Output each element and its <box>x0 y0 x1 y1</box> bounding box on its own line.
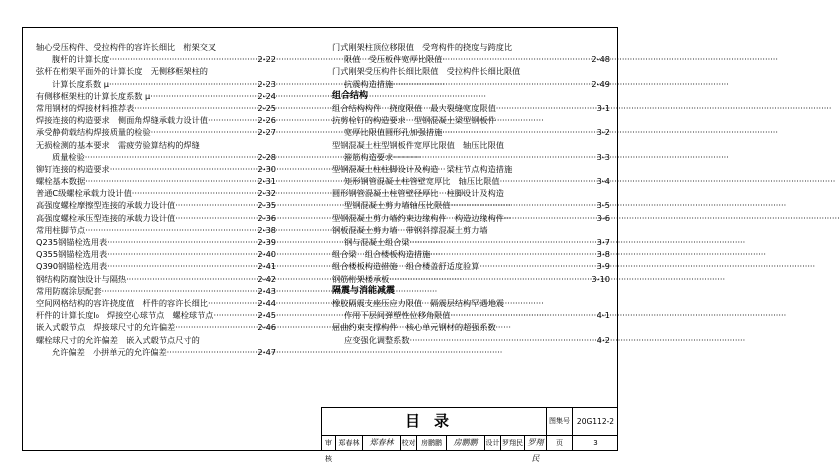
toc-entry <box>332 126 610 138</box>
toc-entry <box>36 273 276 285</box>
leader-dots <box>410 334 597 346</box>
toc-entry-page: 2-35 <box>257 200 276 211</box>
title-block <box>321 407 618 463</box>
toc-entry <box>36 187 276 199</box>
toc-entry <box>332 187 610 199</box>
leader-dots <box>393 78 591 90</box>
toc-entry-page: 3-8 <box>596 249 610 260</box>
toc-entry-title: 铆钉连接的构造要求 <box>36 163 110 174</box>
toc-entry-page: 2-36 <box>257 212 276 223</box>
document-title: 目录 <box>322 408 547 435</box>
toc-section-heading <box>332 90 610 102</box>
toc-entry-title: 有侧移框架柱的计算长度系数 μ <box>36 90 151 101</box>
toc-entry-title: 矩形钢管混凝土柱管壁宽厚比 轴压比限值 <box>344 176 500 187</box>
toc-entry <box>332 151 610 163</box>
toc-entry <box>332 163 610 175</box>
reviewer-signature: 郑春林 <box>363 435 401 451</box>
toc-entry-page: 3-1 <box>596 102 610 113</box>
toc-entry-title: 型钢混凝土柱型钢板件宽厚比限值 轴压比限值 <box>332 139 504 150</box>
leader-dots <box>109 53 257 65</box>
toc-entry <box>332 248 610 260</box>
toc-right-column <box>332 41 610 346</box>
toc-entry-page: 2-23 <box>257 78 276 89</box>
leader-dots <box>389 273 591 285</box>
leader-dots <box>214 309 258 321</box>
leader-dots <box>107 236 257 248</box>
design-label: 设计 <box>485 435 501 451</box>
toc-entry-page: 3-10 <box>591 273 610 284</box>
leader-dots <box>107 248 257 260</box>
leader-dots <box>132 187 258 199</box>
leader-dots <box>450 199 596 211</box>
leader-dots <box>393 151 596 163</box>
toc-entry-title: 抗震构造措施 <box>344 78 394 89</box>
toc-entry <box>332 114 610 126</box>
toc-entry <box>36 114 276 126</box>
toc-entry <box>332 199 610 211</box>
toc-entry-page: 4-1 <box>596 310 610 321</box>
toc-entry-title: 限值 受压板件宽厚比限值 <box>344 54 443 65</box>
toc-entry <box>36 321 276 333</box>
toc-entry <box>36 297 276 309</box>
toc-entry <box>332 175 610 187</box>
toc-entry-title: 型钢混凝土剪力墙约束边缘构件 构造边缘构件 <box>332 212 504 223</box>
toc-entry <box>36 199 276 211</box>
toc-entry-page: 2-28 <box>257 151 276 162</box>
leader-dots <box>479 260 596 272</box>
toc-left-column <box>36 41 276 358</box>
toc-entry-title: 钢结构防腐蚀设计与隔热 <box>36 273 127 284</box>
toc-entry-title: 组合结构构件 挠度限值 最大裂缝宽度限值 <box>332 102 496 113</box>
toc-entry-page: 2-47 <box>257 346 276 357</box>
toc-entry-title: 空间网格结构的容许挠度值 杆件的容许长细比 <box>36 297 208 308</box>
toc-entry-title: Q390钢锚栓选用表 <box>36 261 108 272</box>
reviewer-name: 郑春林 <box>336 435 363 451</box>
toc-entry-title: 高强度螺栓摩擦型连接的承载力设计值 <box>36 200 176 211</box>
toc-section-heading <box>332 285 610 297</box>
toc-entry <box>36 102 276 114</box>
toc-entry <box>36 285 276 297</box>
toc-entry <box>332 53 610 65</box>
toc-entry-title: 型钢混凝土剪力墙轴压比限值 <box>344 200 451 211</box>
toc-entry-page: 2-39 <box>257 237 276 247</box>
toc-entry-page: 2-38 <box>257 224 276 235</box>
toc-entry-page: 2-27 <box>257 127 276 138</box>
toc-entry-page: 3-5 <box>596 200 610 211</box>
toc-entry-page: 2-41 <box>257 261 276 272</box>
toc-entry-page: 2-48 <box>591 54 610 65</box>
toc-entry <box>36 248 276 260</box>
toc-entry <box>332 41 610 53</box>
toc-entry-page: 2-49 <box>591 78 610 89</box>
toc-entry <box>36 212 276 224</box>
toc-entry-title: 螺栓基本数据 <box>36 176 86 187</box>
leader-dots <box>504 212 597 224</box>
toc-entry-title: 作用下层间弹塑性位移角限值 <box>344 310 451 321</box>
toc-entry <box>36 224 276 236</box>
toc-entry-title: 钢板混凝土剪力墙 带钢斜撑混凝土剪力墙 <box>332 224 488 235</box>
toc-entry-page: 2-45 <box>257 310 276 321</box>
toc-entry-page: 2-40 <box>257 249 276 260</box>
toc-entry <box>332 224 610 236</box>
toc-entry-page: 3-9 <box>596 261 610 272</box>
leader-dots <box>109 78 257 90</box>
toc-entry-page: 3-2 <box>596 127 610 138</box>
toc-entry <box>332 212 610 224</box>
toc-entry <box>36 90 276 102</box>
toc-entry-title: 应变强化调整系数 <box>344 334 410 345</box>
designer-name: 罗翔民 <box>501 435 525 451</box>
toc-entry-title: 常用钢材的焊接材料推荐表 <box>36 102 135 113</box>
toc-entry-title: 宽厚比限值圆形孔加强措施 <box>344 127 443 138</box>
toc-entry-title: 螺栓球尺寸的允许偏差 嵌入式毂节点尺寸的 <box>36 334 200 345</box>
toc-entry-title: Q355钢锚栓选用表 <box>36 249 108 260</box>
toc-entry-page: 2-24 <box>257 90 276 101</box>
leader-dots <box>208 297 257 309</box>
leader-dots <box>496 102 597 114</box>
leader-dots <box>102 285 258 297</box>
atlas-number: 20G112-2 <box>576 417 615 426</box>
toc-entry <box>36 65 276 77</box>
toc-entry <box>36 151 276 163</box>
leader-dots <box>110 163 258 175</box>
toc-entry-title: Q235钢锚栓选用表 <box>36 237 108 247</box>
toc-entry <box>36 53 276 65</box>
toc-entry-title: 圆形钢管混凝土柱管壁径厚比 柱脚设计及构造 <box>332 188 504 199</box>
toc-entry-page: 2-26 <box>257 115 276 126</box>
leader-dots <box>442 126 596 138</box>
toc-entry-title: 橡胶隔震支座压应力限值 隔震层结构罕遇地震 <box>332 297 504 308</box>
toc-entry <box>36 260 276 272</box>
checker-signature: 房鹏鹏 <box>447 435 485 451</box>
toc-entry-title: 腹杆的计算长度 <box>52 54 110 65</box>
toc-entry <box>36 41 276 53</box>
toc-entry <box>332 297 610 309</box>
leader-dots <box>175 199 257 211</box>
leader-dots <box>208 114 257 126</box>
toc-entry <box>332 65 610 77</box>
toc-entry-title: 普通C级螺栓承载力设计值 <box>36 188 132 199</box>
checker-name: 房鹏鹏 <box>417 435 447 451</box>
toc-entry-title: 组合梁 组合楼板构造措施 <box>332 249 431 260</box>
toc-entry <box>36 139 276 151</box>
toc-entry-title: 门式刚架受压构件长细比限值 受拉构件长细比限值 <box>332 66 521 77</box>
toc-entry <box>332 309 610 321</box>
toc-entry-page: 2-25 <box>257 102 276 113</box>
toc-entry-title: 钢与混凝土组合梁 <box>344 237 410 247</box>
toc-entry-page: 2-22 <box>257 54 276 65</box>
leader-dots <box>430 248 596 260</box>
toc-entry-page: 3-4 <box>596 176 610 187</box>
leader-dots <box>150 90 257 102</box>
toc-entry-page: 2-44 <box>257 297 276 308</box>
toc-entry <box>332 273 610 285</box>
toc-entry-title: 杆件的计算长度l₀ 焊接空心球节点 螺栓球节点 <box>36 310 214 321</box>
toc-entry-title: 抗剪栓钉的构造要求 型钢混凝土梁型钢板件 <box>332 115 496 126</box>
toc-entry <box>36 78 276 90</box>
toc-entry-page: 3-6 <box>596 212 610 223</box>
title-block-signature-row <box>322 435 618 463</box>
toc-entry-page: 2-32 <box>257 188 276 199</box>
leader-dots <box>410 236 597 248</box>
toc-entry-title: 门式刚架柱顶位移限值 受弯构件的挠度与跨度比 <box>332 42 513 52</box>
toc-entry-title: 隔震与消能减震 <box>332 285 396 296</box>
leader-dots <box>85 224 257 236</box>
leader-dots <box>167 346 258 358</box>
toc-entry <box>332 260 610 272</box>
toc-entry <box>332 102 610 114</box>
toc-entry <box>36 309 276 321</box>
toc-entry <box>36 236 276 248</box>
toc-entry-title: 高强度螺栓承压型连接的承载力设计值 <box>36 212 176 223</box>
leader-dots <box>500 175 597 187</box>
toc-entry-page: 2-43 <box>257 285 276 296</box>
leader-dots <box>134 102 257 114</box>
leader-dots <box>450 309 596 321</box>
toc-entry <box>36 334 276 346</box>
toc-entry-page: 3-7 <box>596 237 610 247</box>
toc-entry-title: 组合结构 <box>332 90 369 101</box>
toc-entry-title: 嵌入式毂节点 焊接球尺寸的允许偏差 <box>36 322 176 333</box>
toc-entry-title: 无损检测的基本要求 需疲劳验算结构的焊缝 <box>36 139 200 150</box>
toc-entry <box>36 346 276 358</box>
atlas-number-label: 图集号 <box>547 408 573 435</box>
page-number: 3 <box>593 439 598 447</box>
leader-dots <box>175 321 257 333</box>
page-label: 页 <box>547 435 573 451</box>
toc-entry <box>332 78 610 90</box>
toc-entry-title: 常用柱脚节点 <box>36 224 86 235</box>
toc-entry <box>332 321 610 333</box>
check-label: 校对 <box>401 435 417 451</box>
toc-entry-title: 焊接连接的构造要求 侧面角焊缝承载力设计值 <box>36 115 208 126</box>
leader-dots <box>85 151 258 163</box>
toc-entry <box>36 163 276 175</box>
toc-entry-title: 弦杆在桁架平面外的计算长度 无侧移框架柱的 <box>36 66 208 77</box>
toc-entry-page: 2-46 <box>257 322 276 333</box>
toc-entry-title: 箍筋构造要求 <box>344 151 394 162</box>
toc-entry-title: 型钢混凝土柱柱脚设计及构造 梁柱节点构造措施 <box>332 163 513 174</box>
toc-entry-page: 2-30 <box>257 163 276 174</box>
toc-entry-title: 质量检验 <box>52 151 85 162</box>
leader-dots <box>126 273 257 285</box>
toc-entry-page: 2-31 <box>257 176 276 187</box>
toc-entry <box>332 334 610 346</box>
toc-entry-title: 常用防腐涂层配套 <box>36 285 102 296</box>
toc-entry-page: 3-3 <box>596 151 610 162</box>
review-label: 审核 <box>322 435 336 451</box>
toc-entry <box>36 126 276 138</box>
designer-signature: 罗翔民 <box>525 435 547 451</box>
toc-entry-title: 组合楼板构造措施 组合楼盖舒适度验算 <box>332 261 480 272</box>
leader-dots <box>85 175 257 187</box>
toc-entry <box>36 175 276 187</box>
title-block-top-row <box>322 408 618 436</box>
leader-dots <box>175 212 257 224</box>
toc-entry <box>332 236 610 248</box>
toc-entry-title: 计算长度系数 μ <box>52 78 109 89</box>
toc-entry-page: 2-42 <box>257 273 276 284</box>
toc-entry-title: 钢筋桁架楼承板 <box>332 273 390 284</box>
toc-entry <box>332 139 610 151</box>
toc-entry-page: 4-2 <box>596 334 610 345</box>
toc-entry-title: 允许偏差 小拼单元的允许偏差 <box>52 346 167 357</box>
leader-dots <box>151 126 258 138</box>
toc-entry-title: 屈曲约束支撑构件 核心单元钢材的超强系数 <box>332 322 496 333</box>
toc-entry-title: 轴心受压构件、受拉构件的容许长细比 桁架交叉 <box>36 42 217 52</box>
toc-entry-title: 承受静荷载结构焊接质量的检验 <box>36 127 151 138</box>
leader-dots <box>442 53 591 65</box>
leader-dots <box>107 260 257 272</box>
